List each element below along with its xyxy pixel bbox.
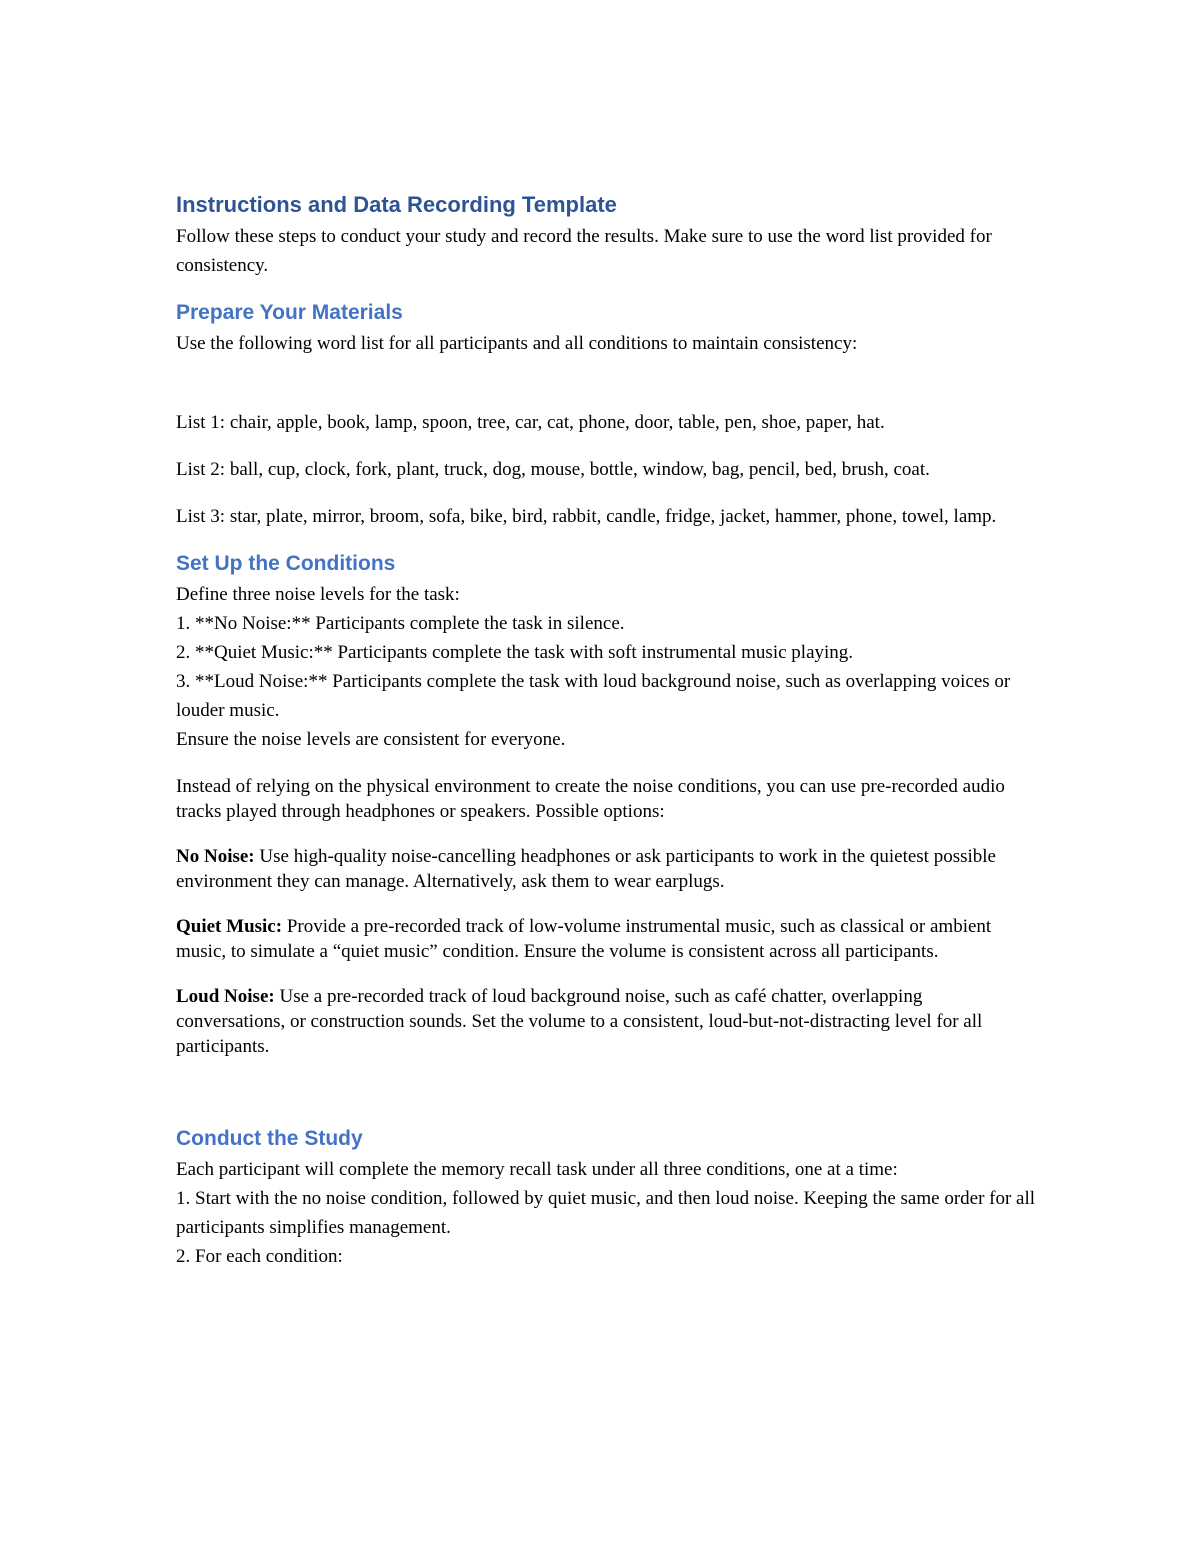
- heading-prepare-materials: Prepare Your Materials: [176, 301, 403, 324]
- materials-intro: Use the following word list for all participants and all conditions to maintain consistency:: [176, 333, 858, 354]
- heading-conduct-study: Conduct the Study: [176, 1127, 363, 1150]
- conditions-intro: Define three noise levels for the task:: [176, 584, 460, 605]
- option-text: Use a pre-recorded track of loud background noise, such as café chatter, overlapping conversations, or construction sounds. Set the volume to a consistent, loud-but-not-distracting level for all participants.: [176, 986, 983, 1057]
- spacer: [176, 358, 1036, 408]
- option-text: Use high-quality noise-cancelling headphones or ask participants to work in the quietest possible environment they can manage. Alternatively, ask them to wear earplugs.: [176, 846, 996, 892]
- intro-paragraph: Follow these steps to conduct your study and record the results. Make sure to use the word list provided for consistency.: [176, 226, 992, 276]
- option-loud-noise: [176, 984, 1036, 1059]
- study-item-1: 1. Start with the no noise condition, followed by quiet music, and then loud noise. Keeping the same order for all participants simplifies management.: [176, 1188, 1036, 1238]
- option-quiet-music: [176, 914, 1036, 964]
- spacer: [176, 824, 1036, 844]
- spacer: [176, 754, 1036, 774]
- spacer: [176, 894, 1036, 914]
- word-list-2: List 2: ball, cup, clock, fork, plant, truck, dog, mouse, bottle, window, bag, pencil, bed, brush, coat.: [176, 459, 930, 480]
- spacer: [176, 964, 1036, 984]
- condition-item-2: 2. **Quiet Music:** Participants complete the task with soft instrumental music playing.: [176, 642, 854, 663]
- spacer: [176, 531, 1036, 548]
- document-body: [176, 188, 1036, 1271]
- spacer: [176, 1059, 1036, 1123]
- heading-set-up-conditions: Set Up the Conditions: [176, 552, 396, 575]
- document-title: Instructions and Data Recording Template: [176, 192, 617, 217]
- condition-item-1: 1. **No Noise:** Participants complete the task in silence.: [176, 613, 625, 634]
- option-label: No Noise:: [176, 846, 255, 867]
- option-no-noise: [176, 844, 1036, 894]
- study-item-2: 2. For each condition:: [176, 1246, 343, 1267]
- word-list-3: List 3: star, plate, mirror, broom, sofa, bike, bird, rabbit, candle, fridge, jacket, hammer, phone, towel, lamp.: [176, 506, 997, 527]
- spacer: [176, 280, 1036, 297]
- option-label: Loud Noise:: [176, 986, 275, 1007]
- word-list-1: List 1: chair, apple, book, lamp, spoon, tree, car, cat, phone, door, table, pen, shoe, paper, hat.: [176, 412, 885, 433]
- option-label: Quiet Music:: [176, 916, 283, 937]
- conditions-outro: Ensure the noise levels are consistent for everyone.: [176, 729, 566, 750]
- condition-item-3: 3. **Loud Noise:** Participants complete the task with loud background noise, such as overlapping voices or louder music.: [176, 671, 1011, 721]
- option-text: Provide a pre-recorded track of low-volume instrumental music, such as classical or ambient music, to simulate a “quiet music” condition. Ensure the volume is consistent across all participants.: [176, 916, 992, 962]
- word-lists: [176, 408, 1036, 531]
- alternative-paragraph: Instead of relying on the physical environment to create the noise conditions, you can use pre-recorded audio tracks played through headphones or speakers. Possible options:: [176, 776, 1005, 822]
- study-intro: Each participant will complete the memory recall task under all three conditions, one at a time:: [176, 1159, 898, 1180]
